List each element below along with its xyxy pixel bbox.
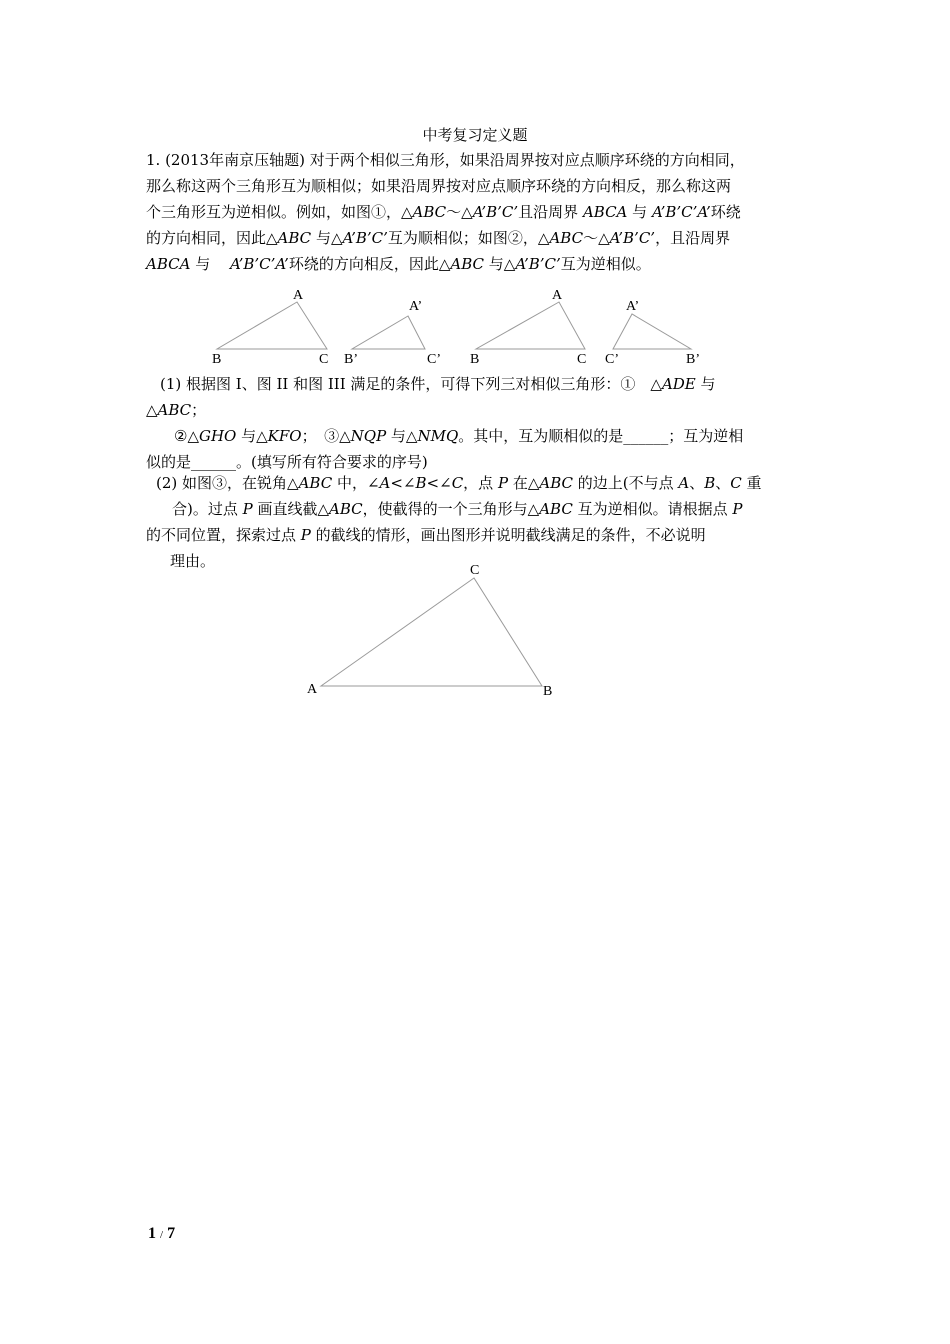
- text-span: ②△: [174, 427, 199, 445]
- text-span: 的方向相同，因此△: [146, 229, 278, 247]
- text-span: 互为逆相似。: [560, 255, 651, 273]
- text-span: 互为顺相似；如图②，△: [387, 229, 550, 247]
- math-term: ADE: [661, 375, 696, 393]
- math-term: ABC: [450, 255, 484, 273]
- math-term: ABC: [539, 500, 573, 518]
- math-term: B: [704, 474, 716, 492]
- vertex-label: A: [293, 288, 304, 303]
- triangle-abc: [476, 302, 585, 349]
- vertex-label: B: [543, 684, 553, 699]
- text-span: ，点: [463, 474, 498, 492]
- vertex-label: B’: [344, 352, 358, 367]
- part2-text: [146, 470, 811, 574]
- triangle-abc-prime: [613, 314, 691, 349]
- page-title: 中考复习定义题: [422, 126, 528, 144]
- page-number: [148, 1225, 175, 1243]
- text-span: 环绕的方向相反，因此△: [288, 255, 451, 273]
- text-span: ～△: [446, 203, 473, 221]
- math-term: A’B’C’A’: [651, 203, 711, 221]
- math-term: A’B’C’: [609, 229, 656, 247]
- text-span: 。其中，互为顺相似的是______；互为逆相: [458, 427, 744, 445]
- math-term: ABCA: [146, 255, 191, 273]
- current-page: 1: [148, 1225, 156, 1242]
- text-span: △: [146, 401, 158, 419]
- vertex-label: C: [577, 352, 587, 367]
- vertex-label: C: [470, 563, 480, 578]
- text-span: 、: [689, 474, 705, 492]
- vertex-label: C’: [427, 352, 441, 367]
- text-span: 与△: [484, 255, 516, 273]
- math-term: C: [451, 474, 464, 492]
- text-span: (2) 如图③，在锐角△: [156, 474, 299, 492]
- math-term: NMQ: [417, 427, 459, 445]
- text-span: 互为逆相似。请根据点: [572, 500, 733, 518]
- text-span: 与△: [386, 427, 418, 445]
- text-span: 与: [627, 203, 652, 221]
- math-term: A: [379, 474, 391, 492]
- math-term: P: [497, 474, 509, 492]
- math-term: B: [415, 474, 427, 492]
- text-span: 个三角形互为逆相似。例如，如图①，△: [146, 203, 413, 221]
- part1-line: [146, 423, 811, 449]
- text-span: <∠: [426, 474, 452, 492]
- text-span: 那么称这两个三角形互为顺相似；如果沿周界按对应点顺序环绕的方向相反，那么称这两: [146, 177, 732, 195]
- math-term: ABC: [549, 229, 584, 247]
- math-term: C: [730, 474, 742, 492]
- text-span: 似的是______。(填写所有符合要求的序号): [146, 453, 428, 471]
- math-term: P: [732, 500, 743, 518]
- math-term: A’B’C’: [342, 229, 388, 247]
- text-span: 与△: [311, 229, 343, 247]
- math-term: A: [678, 474, 690, 492]
- text-span: 与: [695, 375, 716, 393]
- math-term: A’B’C’: [515, 255, 561, 273]
- text-span: 合)。过点: [172, 500, 243, 518]
- math-term: KFO: [267, 427, 302, 445]
- vertex-label: A: [307, 682, 318, 697]
- math-term: GHO: [198, 427, 237, 445]
- triangle-abc: [321, 578, 542, 686]
- part2-line: [146, 470, 811, 496]
- math-term: A’B’C’: [472, 203, 519, 221]
- math-term: ABC: [539, 474, 573, 492]
- part2-line: [146, 522, 811, 548]
- text-span: ，使截得的一个三角形与△: [362, 500, 540, 518]
- text-span: 、: [715, 474, 731, 492]
- math-term: ABC: [329, 500, 363, 518]
- math-term: P: [242, 500, 253, 518]
- total-pages: 7: [167, 1225, 176, 1242]
- part1-text: [146, 371, 811, 475]
- page-separator: /: [160, 1229, 164, 1241]
- text-span: 且沿周界: [518, 203, 583, 221]
- text-span: 画直线截△: [252, 500, 330, 518]
- vertex-label: C’: [605, 352, 619, 367]
- text-span: ； ③△: [301, 427, 351, 445]
- vertex-label: A’: [626, 299, 640, 314]
- vertex-label: B: [470, 352, 480, 367]
- text-span: ，且沿周界: [655, 229, 731, 247]
- math-term: ABC: [412, 203, 447, 221]
- text-span: ；: [191, 401, 207, 419]
- part2-line: [146, 496, 811, 522]
- vertex-label: C: [319, 352, 329, 367]
- math-term: ABCA: [582, 203, 628, 221]
- vertex-label: A’: [409, 299, 423, 314]
- triangle-abc: [217, 302, 327, 349]
- figure-2: [470, 288, 700, 367]
- triangle-abc-prime: [352, 316, 425, 349]
- text-span: 的边上(不与点: [572, 474, 679, 492]
- text-span: 重: [741, 474, 762, 492]
- text-span: 的不同位置，探索过点: [146, 526, 301, 544]
- text-span: ～△: [583, 229, 610, 247]
- part1-line: [146, 371, 811, 397]
- part1-line: [146, 397, 811, 423]
- text-span: 环绕: [710, 203, 741, 221]
- math-term: ABC: [277, 229, 312, 247]
- part2-line: [146, 548, 811, 574]
- figure-1: [212, 288, 441, 367]
- text-span: 中，∠: [332, 474, 380, 492]
- vertex-label: B’: [686, 352, 700, 367]
- text-span: 的截线的情形，画出图形并说明截线满足的条件，不必说明: [310, 526, 706, 544]
- figure-3: [307, 563, 552, 699]
- text-span: 1. (2013年南京压轴题) 对于两个相似三角形，如果沿周界按对应点顺序环绕的方向相同，: [146, 151, 745, 169]
- math-term: A’B’C’A’: [230, 255, 289, 273]
- math-term: P: [300, 526, 311, 544]
- text-span: <∠: [390, 474, 416, 492]
- text-span: 在△: [508, 474, 540, 492]
- text-span: 与: [190, 255, 230, 273]
- math-term: ABC: [298, 474, 333, 492]
- text-span: 与△: [236, 427, 268, 445]
- vertex-label: A: [552, 288, 563, 303]
- text-span: 理由。: [170, 552, 216, 570]
- text-span: (1) 根据图 I、图 II 和图 III 满足的条件，可得下列三对相似三角形：① △: [160, 375, 662, 393]
- vertex-label: B: [212, 352, 222, 367]
- math-term: ABC: [157, 401, 192, 419]
- math-term: NQP: [350, 427, 387, 445]
